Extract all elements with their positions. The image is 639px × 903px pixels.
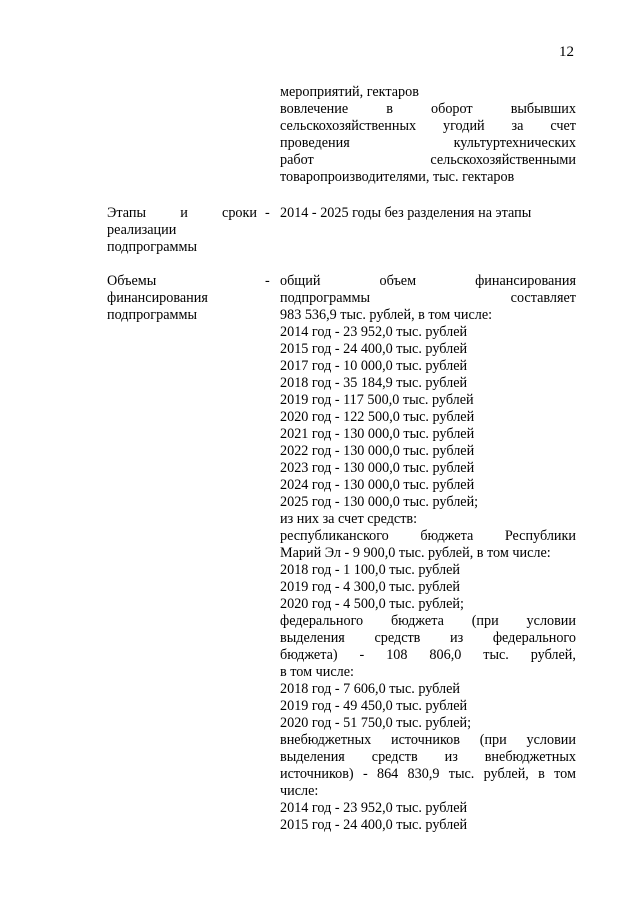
financing-label — [107, 273, 257, 324]
page-number: 12 — [559, 44, 574, 60]
text-line: 983 536,9 тыс. рублей, в том числе: — [280, 307, 493, 323]
word: бюджета — [390, 613, 444, 629]
text-line-justified — [280, 290, 576, 307]
word: составляет — [510, 290, 576, 306]
word: условии — [526, 732, 576, 748]
word: том — [554, 766, 576, 782]
word: финансирования — [475, 273, 576, 289]
text-line: 2020 год - 4 500,0 тыс. рублей; — [280, 596, 464, 612]
word: в — [538, 766, 545, 782]
word: выделения — [280, 630, 345, 646]
text-line: 2019 год - 117 500,0 тыс. рублей — [280, 392, 474, 408]
word: внебюджетных — [280, 732, 372, 748]
indicators-text — [280, 84, 576, 186]
word: выделения — [280, 749, 345, 765]
word: рублей, — [483, 766, 529, 782]
word: федерального — [492, 630, 576, 646]
text-line: 2018 год - 35 184,9 тыс. рублей — [280, 375, 468, 391]
word: федерального — [280, 613, 364, 629]
word: Этапы — [107, 205, 146, 221]
text-line: 2018 год - 1 100,0 тыс. рублей — [280, 562, 460, 578]
word: условии — [526, 613, 576, 629]
text-line-justified — [280, 101, 576, 118]
label-line: Объемы — [107, 273, 157, 289]
stages-label — [107, 205, 257, 256]
word: объем — [379, 273, 417, 289]
word: (при — [471, 613, 499, 629]
text-line: 2021 год - 130 000,0 тыс. рублей — [280, 426, 475, 442]
word: проведения — [280, 135, 350, 151]
text-line: из них за счет средств: — [280, 511, 418, 527]
word: общий — [280, 273, 321, 289]
dash-separator: - — [265, 273, 270, 289]
word: сроки — [222, 205, 257, 221]
word: средств — [374, 630, 421, 646]
word: 806,0 — [429, 647, 462, 663]
text-line-justified — [280, 613, 576, 630]
text-line: 2020 год - 51 750,0 тыс. рублей; — [280, 715, 472, 731]
word: из — [444, 749, 458, 765]
text-line-justified — [280, 630, 576, 647]
label-line: реализации — [107, 222, 177, 238]
text-line-justified — [280, 273, 576, 290]
word: бюджета — [420, 528, 474, 544]
word: оборот — [431, 101, 473, 117]
word: 864 — [376, 766, 399, 782]
word: - — [359, 647, 365, 663]
text-line: 2015 год - 24 400,0 тыс. рублей — [280, 817, 468, 833]
text-line: 2019 год - 49 450,0 тыс. рублей — [280, 698, 468, 714]
text-line-justified — [280, 749, 576, 766]
word: культуртехнических — [453, 135, 576, 151]
word: подпрограммы — [280, 290, 370, 306]
financing-text — [280, 273, 576, 834]
text-line: 2015 год - 24 400,0 тыс. рублей — [280, 341, 468, 357]
text-line: 2017 год - 10 000,0 тыс. рублей — [280, 358, 468, 374]
word: счет — [550, 118, 576, 134]
word: 830,9 — [407, 766, 440, 782]
word: за — [511, 118, 524, 134]
word: 108 — [386, 647, 408, 663]
text-line: Марий Эл - 9 900,0 тыс. рублей, в том числе: — [280, 545, 551, 561]
stages-value — [280, 205, 576, 222]
text-line: мероприятий, гектаров — [280, 84, 419, 100]
word: и — [180, 205, 188, 221]
text-line: 2018 год - 7 606,0 тыс. рублей — [280, 681, 460, 697]
text-line-justified — [280, 118, 576, 135]
word: республиканского — [280, 528, 389, 544]
word: угодий — [443, 118, 485, 134]
text-line: 2023 год - 130 000,0 тыс. рублей — [280, 460, 475, 476]
word: вовлечение — [280, 101, 349, 117]
text-line-justified — [280, 528, 576, 545]
word: тыс. — [448, 766, 475, 782]
word: средств — [371, 749, 418, 765]
label-line-justified — [107, 205, 257, 222]
word: (при — [479, 732, 507, 748]
text-line: в том числе: — [280, 664, 354, 680]
word: тыс. — [483, 647, 509, 663]
word: бюджета) — [280, 647, 338, 663]
label-line: финансирования — [107, 290, 208, 306]
word: источников) — [280, 766, 354, 782]
word: в — [386, 101, 393, 117]
text-line: 2019 год - 4 300,0 тыс. рублей — [280, 579, 460, 595]
word: Республики — [504, 528, 576, 544]
word: выбывших — [510, 101, 576, 117]
text-line: 2025 год - 130 000,0 тыс. рублей; — [280, 494, 479, 510]
text-line-justified — [280, 732, 576, 749]
word: сельскохозяйственными — [430, 152, 576, 168]
text-line-justified — [280, 766, 576, 783]
text-line: 2020 год - 122 500,0 тыс. рублей — [280, 409, 475, 425]
word: внебюджетных — [484, 749, 576, 765]
dash-separator: - — [265, 205, 270, 221]
label-line: подпрограммы — [107, 239, 197, 255]
text-line: 2014 год - 23 952,0 тыс. рублей — [280, 800, 468, 816]
text-line-justified — [280, 647, 576, 664]
word: источников — [391, 732, 460, 748]
text-line: 2022 год - 130 000,0 тыс. рублей — [280, 443, 475, 459]
word: сельскохозяйственных — [280, 118, 417, 134]
word: работ — [280, 152, 314, 168]
text-line-justified — [280, 135, 576, 152]
word: рублей, — [530, 647, 576, 663]
text-line: числе: — [280, 783, 319, 799]
text-line-justified — [280, 152, 576, 169]
word: из — [450, 630, 464, 646]
text-line: 2014 год - 23 952,0 тыс. рублей — [280, 324, 468, 340]
text-line: 2014 - 2025 годы без разделения на этапы — [280, 205, 532, 221]
label-line: подпрограммы — [107, 307, 197, 323]
text-line: товаропроизводителями, тыс. гектаров — [280, 169, 515, 185]
text-line: 2024 год - 130 000,0 тыс. рублей — [280, 477, 475, 493]
word: - — [362, 766, 368, 782]
